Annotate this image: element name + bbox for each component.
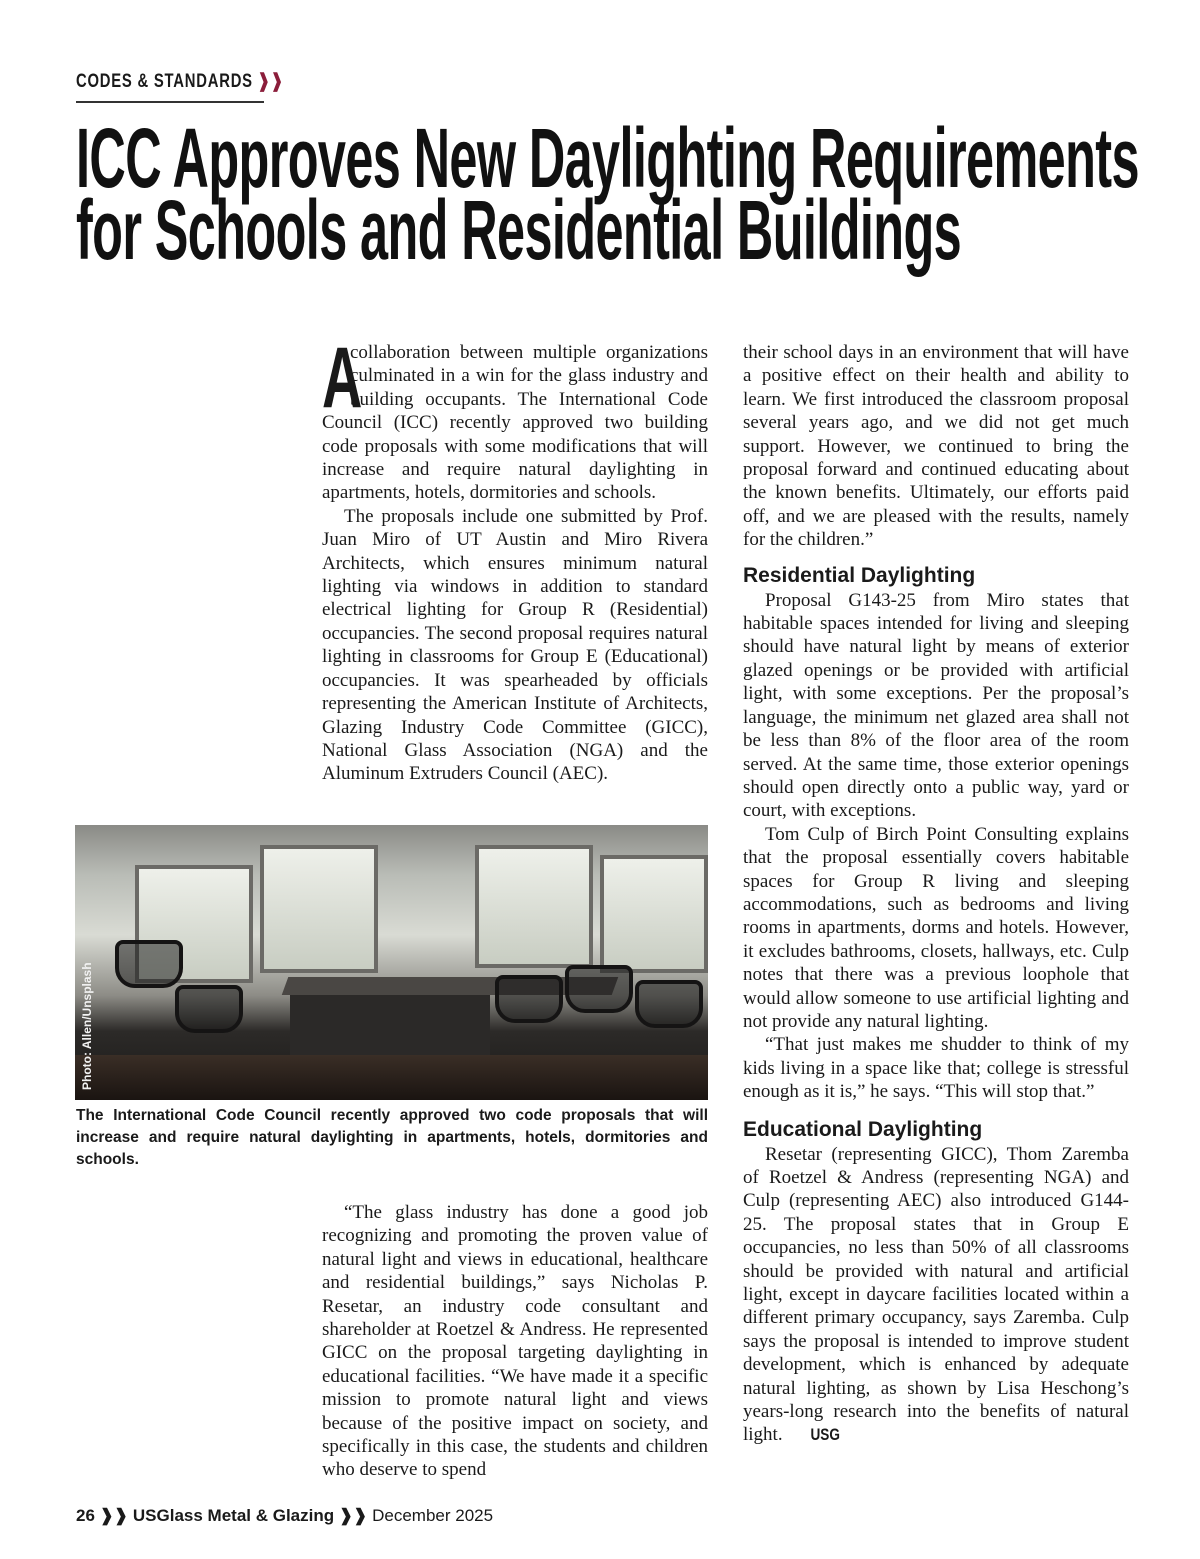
column-left-bottom [322, 1201, 708, 1482]
paragraph-final [743, 1143, 1129, 1447]
paragraph-continued: their school days in an environment that will have a positive effect on their health and ability to learn. We first introduced the classroom proposal several years ago, and we did not get much support. However, we continued to bring the proposal forward and continued educating about the known benefits. Ultimately, our efforts paid off, and we are pleased with the results, namely for the children.” [743, 342, 1129, 551]
end-mark: USG [810, 1425, 841, 1445]
paragraph: “The glass industry has done a good job recognizing and promoting the proven value of natural light and views in educational, healthcare and residential buildings,” says Nicholas P. Resetar, an industry code consultant and shareholder at Roetzel & Andress. He represented GICC on the proposal targeting daylighting in educational facilities. “We have made it a specific mission to promote natural light and views because of the positive impact on society, and specifically in this case, the students and children who deserve to spend [322, 1202, 708, 1481]
paragraph: Proposal G143-25 from Miro states that habitable spaces intended for living and sleeping should have natural light by means of exterior glazed openings or be provided with artificial light, with some exceptions. Per the proposal’s language, the minimum net glazed area shall not be less than 8% of the floor area of the room served. At the same time, those exterior openings should open directly onto a public way, yard or court, with exceptions. [743, 589, 1129, 822]
page-number: 26 [76, 1506, 95, 1525]
chevron-icon: ❱❱ [338, 1506, 368, 1525]
section-rule [76, 101, 264, 103]
page-footer [76, 1506, 493, 1526]
chevron-icon: ❱❱ [257, 71, 284, 92]
column-left-top [322, 330, 708, 786]
section-label [76, 70, 284, 93]
paragraph-text: collaboration between multiple organizations culminated in a win for the glass industry and building occupants. The International Code Council (ICC) recently approved two building code proposals with some modifications that will increase and require natural daylighting in apartments, hotels, dormitories and schools. [322, 342, 708, 504]
section-label-text: CODES & STANDARDS [76, 71, 253, 92]
photo-credit: Photo: Allen/Unsplash [80, 962, 94, 1090]
subheading-educational: Educational Daylighting [743, 1117, 983, 1141]
article-title [76, 111, 1139, 277]
publication-name: USGlass Metal & Glazing [132, 1506, 335, 1525]
drop-cap: A [322, 330, 363, 426]
photo-caption: The International Code Council recently approved two code proposals that will increase and require natural daylighting in apartments, hotels, dormitories and schools. [76, 1107, 708, 1168]
issue-date: December 2025 [372, 1506, 494, 1525]
title-line-1: ICC Approves New Daylighting Requirements [76, 111, 1139, 205]
paragraph-text: Resetar (representing GICC), Thom Zaremba of Roetzel & Andress (representing NGA) and Culp (representing AEC) also introduced G144-25. The proposal states that in Group E occupancies, no less than 50% of all classrooms should be provided with natural and artificial light, except in daycare facilities located within a different primary occupancy, says Zaremba. Culp says the proposal is intended to improve student development, which is enhanced by adequate natural lighting, as shown by Lisa Heschong’s years-long research into the benefits of natural light. [743, 1143, 1129, 1446]
chevron-icon: ❱❱ [99, 1506, 129, 1525]
classroom-photo [75, 825, 708, 1100]
title-line-2: for Schools and Residential Buildings [76, 183, 962, 277]
paragraph: “That just makes me shudder to think of my kids living in a space like that; college is stressful enough as it is,” he says. “This will stop that.” [743, 1034, 1129, 1103]
paragraph: Tom Culp of Birch Point Consulting explains that the proposal essentially covers habitable spaces for Group R living and sleeping accommodations, such as bedrooms and living rooms in apartments, dorms and hotels. However, it excludes bathrooms, closets, hallways, etc. Culp notes that there was a previous loophole that would allow someone to use artificial lighting and not provide any natural lighting. [743, 823, 1129, 1032]
paragraph-intro [322, 330, 708, 505]
column-right [743, 341, 1129, 1447]
subheading-residential: Residential Daylighting [743, 563, 976, 587]
paragraph: The proposals include one submitted by Prof. Juan Miro of UT Austin and Miro Rivera Architects, which ensures minimum natural lighting via windows in addition to standard electrical lighting for Group R (Residential) occupancies. The second proposal requires natural lighting in classrooms for Group E (Educational) occupancies. It was spearheaded by officials representing the American Institute of Architects, Glazing Industry Code Committee (GICC), National Glass Association (NGA) and the Aluminum Extruders Council (AEC). [322, 505, 708, 785]
